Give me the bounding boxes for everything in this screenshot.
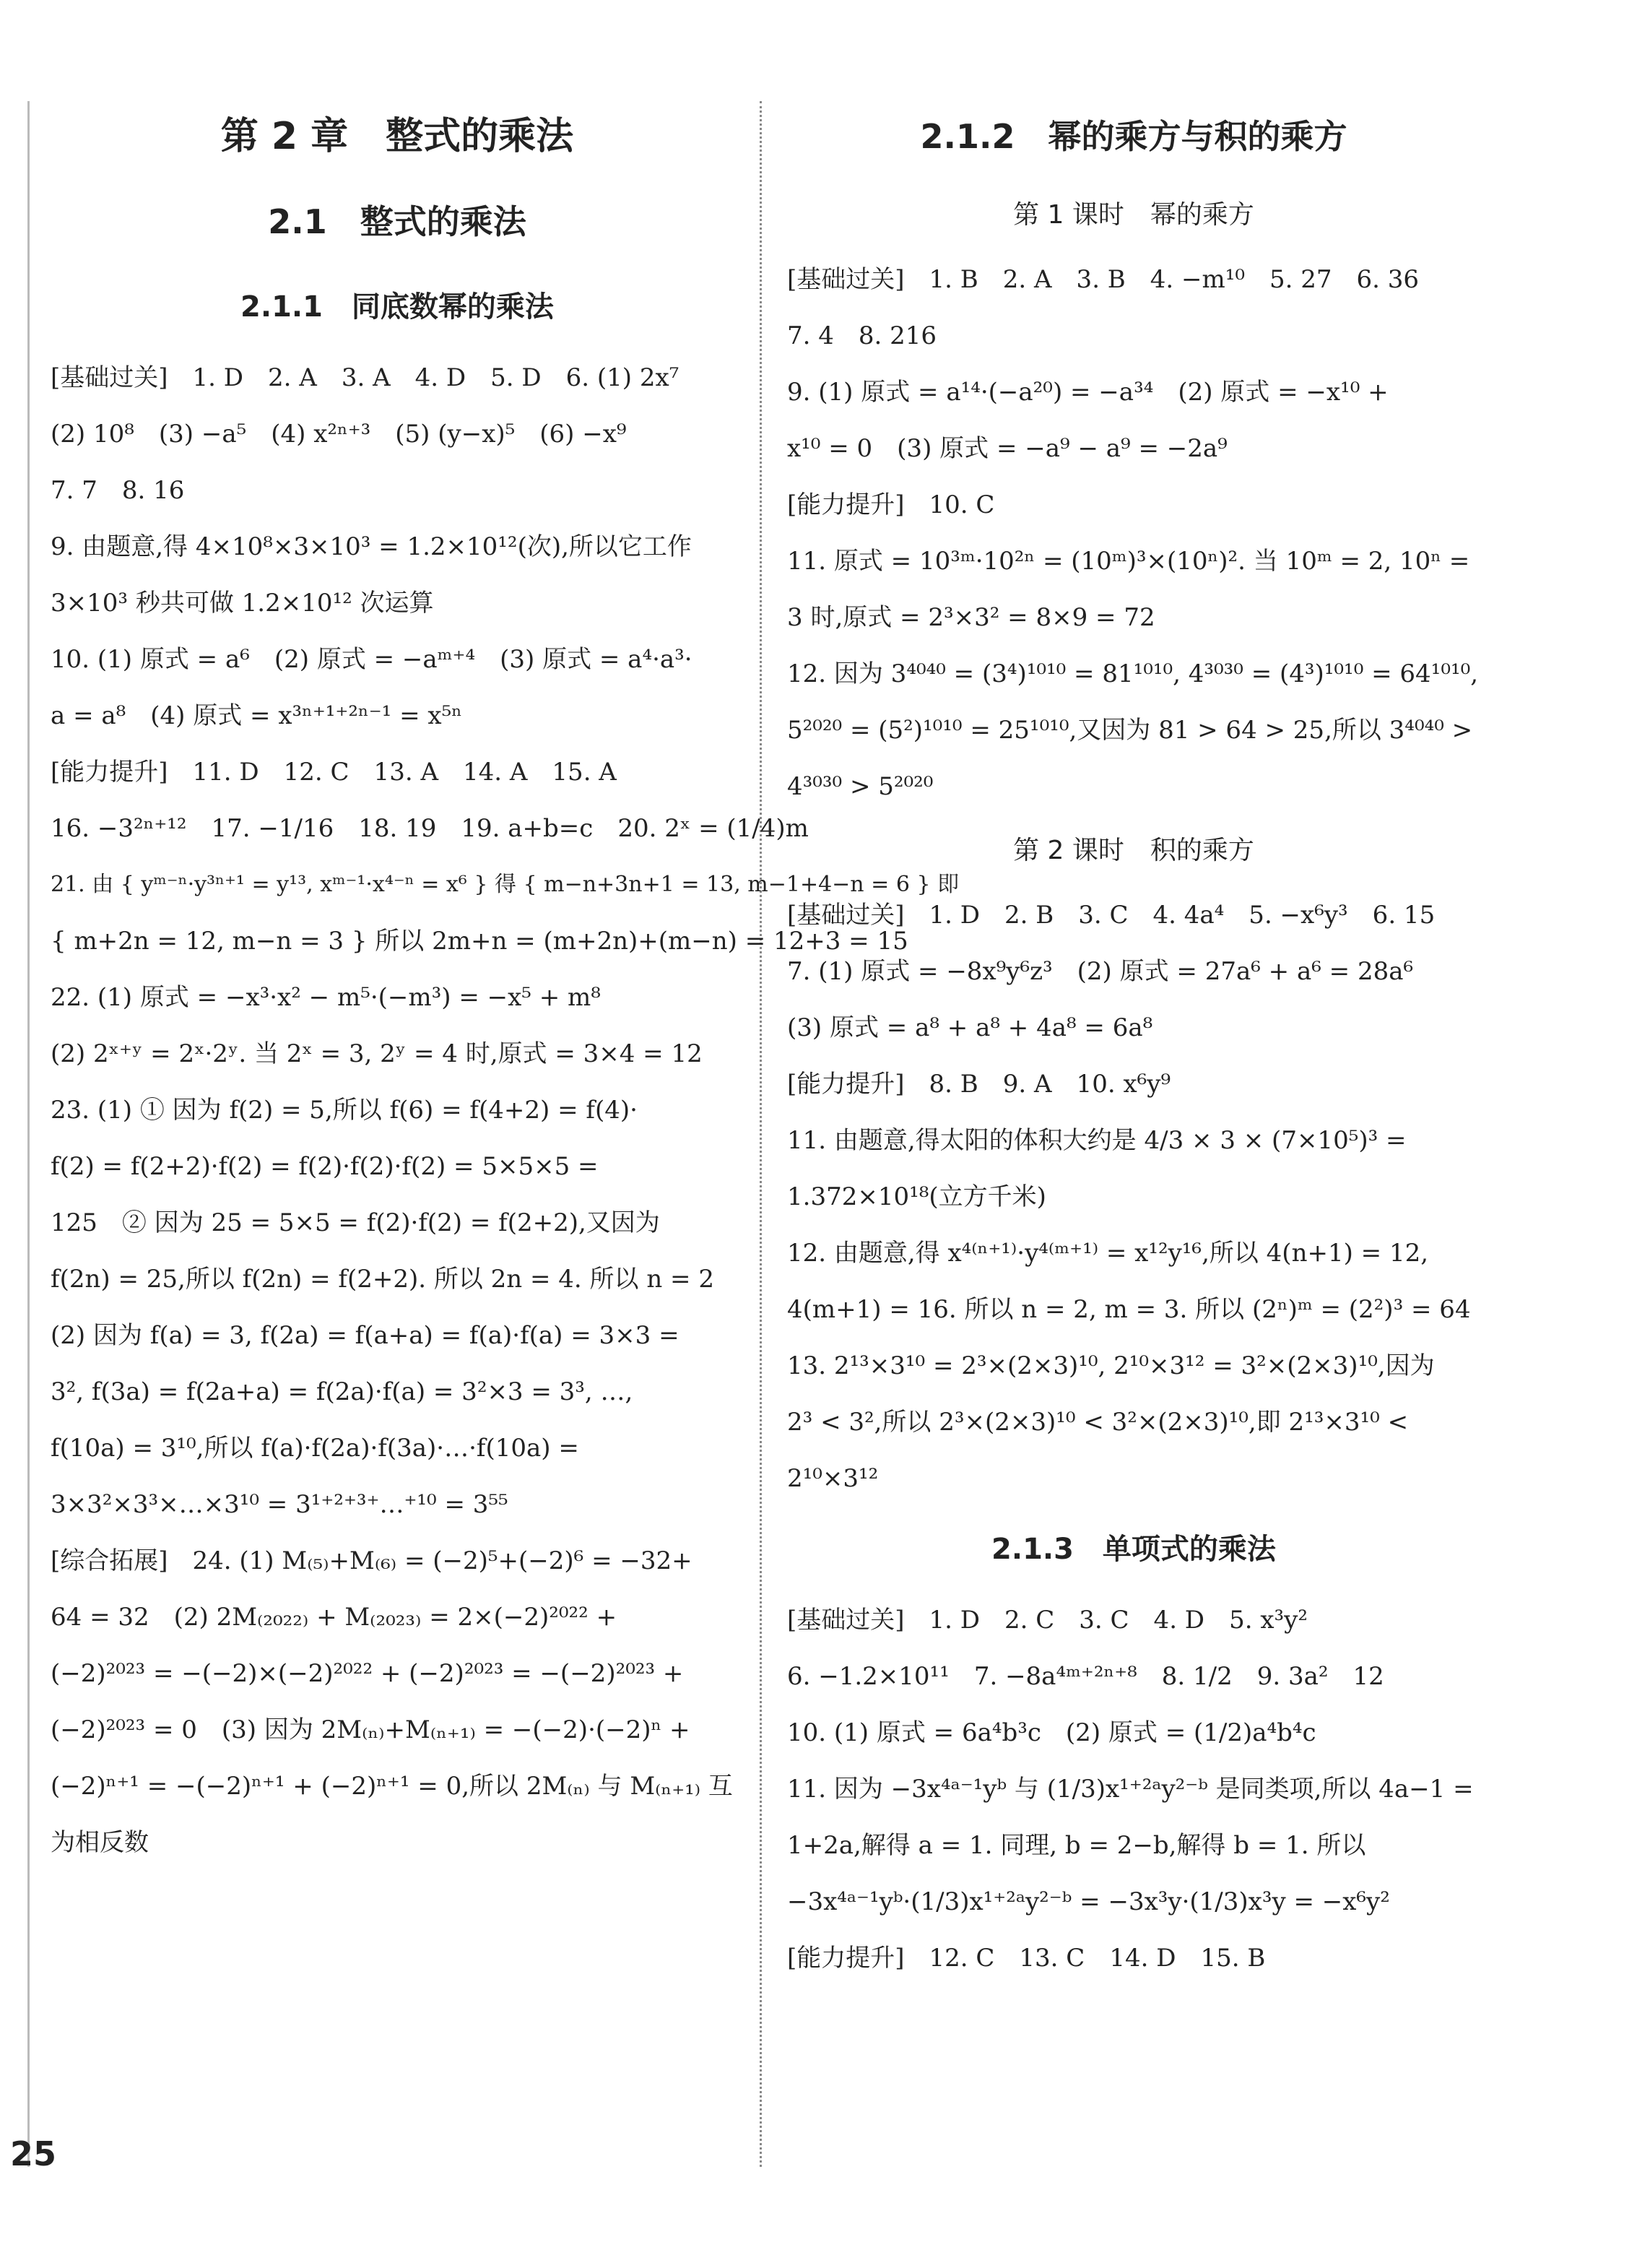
answer-line: 64 = 32 (2) 2M₍₂₀₂₂₎ + M₍₂₀₂₃₎ = 2×(−2)²⁰²² + <box>51 1603 617 1632</box>
answer-line: [综合拓展] 24. (1) M₍₅₎+M₍₆₎ = (−2)⁵+(−2)⁶ = −32+ <box>51 1546 692 1575</box>
section-title: 2.1.2 幂的乘方与积的乘方 <box>920 117 1347 156</box>
answer-line: 11. 由题意,得太阳的体积大约是 4/3 × 3 × (7×10⁵)³ = <box>787 1126 1407 1155</box>
answer-line: 21. 由 { yᵐ⁻ⁿ·y³ⁿ⁺¹ = y¹³, xᵐ⁻¹·x⁴⁻ⁿ = x⁶ } 得 { m−n+3n+1 = 13, m−1+4−n = 6 } 即 <box>51 872 960 897</box>
answer-line: 1.372×10¹⁸(立方千米) <box>787 1182 1046 1211</box>
answer-line: 12. 因为 3⁴⁰⁴⁰ = (3⁴)¹⁰¹⁰ = 81¹⁰¹⁰, 4³⁰³⁰ = (4³)¹⁰¹⁰ = 64¹⁰¹⁰, <box>787 659 1479 688</box>
answer-line: −3x⁴ᵃ⁻¹yᵇ·(1/3)x¹⁺²ᵃy²⁻ᵇ = −3x³y·(1/3)x³y = −x⁶y² <box>787 1887 1390 1916</box>
answer-block <box>787 887 1480 1507</box>
answer-line: 7. 4 8. 216 <box>787 321 937 350</box>
answer-line: 9. 由题意,得 4×10⁸×3×10³ = 1.2×10¹²(次),所以它工作 <box>51 532 692 561</box>
answer-line: 12. 由题意,得 x⁴⁽ⁿ⁺¹⁾·y⁴⁽ᵐ⁺¹⁾ = x¹²y¹⁶,所以 4(n+1) = 12, <box>787 1239 1429 1268</box>
answer-line: 9. (1) 原式 = a¹⁴·(−a²⁰) = −a³⁴ (2) 原式 = −x¹⁰ + <box>787 378 1389 407</box>
answer-line: 22. (1) 原式 = −x³·x² − m⁵·(−m³) = −x⁵ + m⁸ <box>51 983 601 1012</box>
answer-line: a = a⁸ (4) 原式 = x³ⁿ⁺¹⁺²ⁿ⁻¹ = x⁵ⁿ <box>51 701 462 730</box>
answer-line: 10. (1) 原式 = 6a⁴b³c (2) 原式 = (1/2)a⁴b⁴c <box>787 1718 1316 1747</box>
page-number: 25 <box>10 2134 57 2173</box>
subsection-title: 2.1.1 同底数幂的乘法 <box>240 290 554 324</box>
answer-line: (3) 原式 = a⁸ + a⁸ + 4a⁸ = 6a⁸ <box>787 1013 1153 1042</box>
answer-line: (−2)²⁰²³ = −(−2)×(−2)²⁰²² + (−2)²⁰²³ = −(−2)²⁰²³ + <box>51 1659 684 1688</box>
answer-block <box>787 251 1480 815</box>
answer-line: [能力提升] 12. C 13. C 14. D 15. B <box>787 1944 1266 1973</box>
answer-line: x¹⁰ = 0 (3) 原式 = −a⁹ − a⁹ = −2a⁹ <box>787 434 1228 463</box>
answer-line: [能力提升] 10. C <box>787 490 995 519</box>
answer-line: 16. −3²ⁿ⁺¹² 17. −1/16 18. 19 19. a+b=c 20. 2ˣ = (1/4)m <box>51 814 809 843</box>
answer-line: f(10a) = 3¹⁰,所以 f(a)·f(2a)·f(3a)·…·f(10a) = <box>51 1434 579 1463</box>
page-edge-line <box>27 101 30 2167</box>
answer-line: 7. 7 8. 16 <box>51 476 185 505</box>
answer-line: 2³ < 3²,所以 2³×(2×3)¹⁰ < 3²×(2×3)¹⁰,即 2¹³×3¹⁰ < <box>787 1408 1409 1437</box>
answer-line: 3 时,原式 = 2³×3² = 8×9 = 72 <box>787 603 1155 632</box>
answer-line: 3×10³ 秒共可做 1.2×10¹² 次运算 <box>51 589 434 618</box>
answer-line: (2) 2ˣ⁺ʸ = 2ˣ·2ʸ. 当 2ˣ = 3, 2ʸ = 4 时,原式 = 3×4 = 12 <box>51 1039 703 1068</box>
answer-line: [能力提升] 8. B 9. A 10. x⁶y⁹ <box>787 1070 1171 1099</box>
answer-line: [基础过关] 1. D 2. A 3. A 4. D 5. D 6. (1) 2x⁷ <box>51 363 679 392</box>
answer-line: 6. −1.2×10¹¹ 7. −8a⁴ᵐ⁺²ⁿ⁺⁸ 8. 1/2 9. 3a² 12 <box>787 1662 1384 1691</box>
answer-line: [基础过关] 1. D 2. B 3. C 4. 4a⁴ 5. −x⁶y³ 6. 15 <box>787 901 1436 930</box>
answer-line: 4(m+1) = 16. 所以 n = 2, m = 3. 所以 (2ⁿ)ᵐ = (2²)³ = 64 <box>787 1295 1471 1324</box>
lesson-title: 第 2 课时 积的乘方 <box>1013 836 1254 865</box>
answer-block <box>787 1592 1480 1986</box>
answer-line: 2¹⁰×3¹² <box>787 1464 879 1493</box>
answer-line: 10. (1) 原式 = a⁶ (2) 原式 = −aᵐ⁺⁴ (3) 原式 = a⁴·a³· <box>51 645 692 674</box>
subsection-title: 2.1.3 单项式的乘法 <box>991 1533 1276 1566</box>
answer-line: 为相反数 <box>51 1828 149 1857</box>
answer-line: { m+2n = 12, m−n = 3 } 所以 2m+n = (m+2n)+(m−n) = 12+3 = 15 <box>51 927 908 956</box>
answer-line: [基础过关] 1. D 2. C 3. C 4. D 5. x³y² <box>787 1606 1308 1635</box>
answer-line: 11. 原式 = 10³ᵐ·10²ⁿ = (10ᵐ)³×(10ⁿ)². 当 10ᵐ = 2, 10ⁿ = <box>787 547 1470 576</box>
answer-line: (−2)ⁿ⁺¹ = −(−2)ⁿ⁺¹ + (−2)ⁿ⁺¹ = 0,所以 2M₍ₙ₎ 与 M₍ₙ₊₁₎ 互 <box>51 1772 733 1801</box>
answer-line: 23. (1) ① 因为 f(2) = 5,所以 f(6) = f(4+2) = f(4)· <box>51 1096 638 1125</box>
answer-line: 3², f(3a) = f(2a+a) = f(2a)·f(a) = 3²×3 = 3³, …, <box>51 1377 633 1406</box>
answer-line: 11. 因为 −3x⁴ᵃ⁻¹yᵇ 与 (1/3)x¹⁺²ᵃy²⁻ᵇ 是同类项,所以 4a−1 = <box>787 1775 1474 1804</box>
answer-line: 4³⁰³⁰ > 5²⁰²⁰ <box>787 772 934 801</box>
right-column <box>787 94 1480 1986</box>
chapter-title: 第 2 章 整式的乘法 <box>220 115 574 158</box>
section-title: 2.1 整式的乘法 <box>268 202 526 241</box>
answer-line: [能力提升] 11. D 12. C 13. A 14. A 15. A <box>51 758 617 787</box>
answer-line: 125 ② 因为 25 = 5×5 = f(2)·f(2) = f(2+2),又因为 <box>51 1208 660 1237</box>
answer-line: f(2) = f(2+2)·f(2) = f(2)·f(2)·f(2) = 5×5×5 = <box>51 1152 599 1181</box>
answer-line: 5²⁰²⁰ = (5²)¹⁰¹⁰ = 25¹⁰¹⁰,又因为 81 > 64 > 25,所以 3⁴⁰⁴⁰ > <box>787 716 1473 745</box>
answer-line: (2) 因为 f(a) = 3, f(2a) = f(a+a) = f(a)·f(a) = 3×3 = <box>51 1321 679 1350</box>
answer-line: 7. (1) 原式 = −8x⁹y⁶z³ (2) 原式 = 27a⁶ + a⁶ = 28a⁶ <box>787 957 1414 986</box>
answer-line: (2) 10⁸ (3) −a⁵ (4) x²ⁿ⁺³ (5) (y−x)⁵ (6) −x⁹ <box>51 420 627 449</box>
answer-line: 13. 2¹³×3¹⁰ = 2³×(2×3)¹⁰, 2¹⁰×3¹² = 3²×(2×3)¹⁰,因为 <box>787 1351 1435 1380</box>
answer-line: 3×3²×3³×…×3¹⁰ = 3¹⁺²⁺³⁺…⁺¹⁰ = 3⁵⁵ <box>51 1490 508 1519</box>
answer-line: (−2)²⁰²³ = 0 (3) 因为 2M₍ₙ₎+M₍ₙ₊₁₎ = −(−2)·(−2)ⁿ + <box>51 1715 690 1744</box>
answer-line: 1+2a,解得 a = 1. 同理, b = 2−b,解得 b = 1. 所以 <box>787 1831 1366 1860</box>
column-divider <box>760 101 762 2167</box>
lesson-title: 第 1 课时 幂的乘方 <box>1013 200 1254 230</box>
answer-line: f(2n) = 25,所以 f(2n) = f(2+2). 所以 2n = 4. 所以 n = 2 <box>51 1265 714 1294</box>
answer-line: [基础过关] 1. B 2. A 3. B 4. −m¹⁰ 5. 27 6. 36 <box>787 265 1420 294</box>
